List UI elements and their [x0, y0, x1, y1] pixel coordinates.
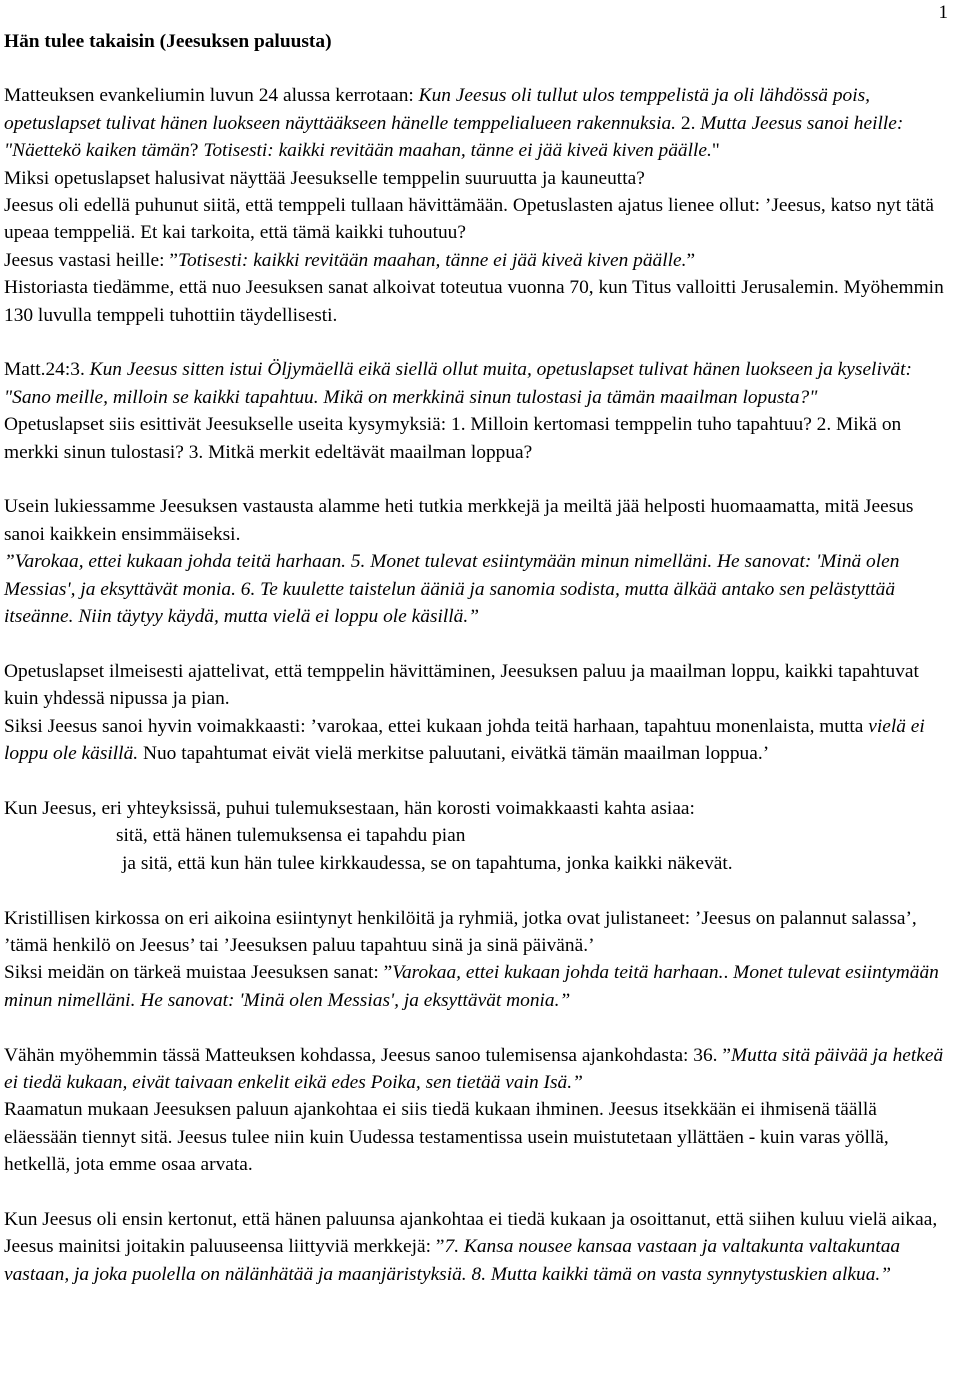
text: 2. — [676, 112, 701, 134]
page-number: 1 — [938, 2, 948, 23]
paragraph — [4, 247, 954, 274]
document-paragraphs — [4, 82, 954, 1288]
paragraph — [4, 192, 954, 247]
text: Matt.24:3. — [4, 359, 90, 381]
paragraph — [4, 795, 954, 822]
text: sitä, että hänen tulemuksensa ei tapahdu pian — [116, 825, 466, 847]
text: Usein lukiessamme Jeesuksen vastausta alamme heti tutkia merkkejä ja meiltä jää helposti huomaamatta, mitä Jeesus sanoi kaikkein ensimmäiseksi. — [4, 496, 914, 545]
italic-text: 7. Kansa nousee kansaa vastaan ja valtakunta valtakuntaa vastaan, ja joka puolella on nälänhätää ja maanjäristyksiä. 8. Mutta kaikki tämä on vasta synnytystuskien alkua.” — [4, 1236, 901, 1285]
text: " — [711, 140, 720, 162]
paragraph — [4, 905, 954, 960]
text: Vähän myöhemmin tässä Matteuksen kohdassa, Jeesus sanoo tulemisensa ajankohdasta: 36. ” — [4, 1044, 731, 1066]
document-title: Hän tulee takaisin (Jeesuksen paluusta) — [4, 31, 332, 52]
text: Historiasta tiedämme, että nuo Jeesuksen sanat alkoivat toteutua vuonna 70, kun Titus valloitti Jerusalemin. Myöhemmin 130 luvulla temppeli tuhottiin täydellisesti. — [4, 277, 944, 326]
paragraph — [4, 82, 954, 164]
text: ? — [189, 140, 204, 162]
document-body — [4, 28, 954, 1288]
paragraph-spacer — [4, 768, 954, 795]
italic-text: Kun Jeesus sitten istui Öljymäellä eikä siellä ollut muita, opetuslapset tulivat hänen luokseen ja kyselivät: "Sano meille, milloin se kaikki tapahtuu. Mikä on merkkinä sinun tulostasi ja tämän maailman lopusta?" — [4, 359, 912, 408]
paragraph — [4, 411, 954, 466]
text: Kun Jeesus oli ensin kertonut, että hänen paluunsa ajankohtaa ei tiedä kukaan ja osoittanut, että siihen kuluu vielä aikaa, Jeesus mainitsi joitakin paluuseensa liittyviä merkkejä: ” — [4, 1208, 938, 1258]
text: Kun Jeesus, eri yhteyksissä, puhui tulemuksestaan, hän korosti voimakkaasti kahta asiaa: — [4, 797, 695, 819]
paragraph — [4, 356, 954, 411]
paragraph — [4, 658, 954, 713]
paragraph — [4, 1042, 954, 1097]
text: Raamatun mukaan Jeesuksen paluun ajankohtaa ei siis tiedä kukaan ihminen. Jeesus itsekkään ei ihmisenä täällä eläessään tiennyt sitä. Jeesus tulee niin kuin Uudessa testamentissa usein muistutetaan yllättäen - kuin varas yöllä, hetkellä, jota emme osaa arvata. — [4, 1099, 889, 1176]
italic-text: Varokaa, ettei kukaan johda teitä harhaan. — [392, 962, 724, 984]
paragraph — [4, 850, 954, 877]
italic-text: Totisesti: kaikki revitään maahan, tänne ei jää kiveä kiven päälle. — [203, 140, 712, 162]
paragraph — [4, 1096, 954, 1178]
paragraph — [4, 822, 954, 849]
text: Jeesus oli edellä puhunut siitä, että temppeli tullaan hävittämään. Opetuslasten ajatus lienee ollut: ’Jeesus, katso nyt tätä upeaa temppeliä. Et kai tarkoita, että tämä kaikki tuhoutuu? — [4, 195, 934, 244]
text: ja sitä, että kun hän tulee kirkkaudessa, se on tapahtuma, jonka kaikki näkevät. — [122, 852, 733, 874]
paragraph — [4, 274, 954, 329]
paragraph — [4, 493, 954, 548]
text: Jeesus vastasi heille: ” — [4, 249, 178, 271]
text: Kristillisen kirkossa on eri aikoina esiintynyt henkilöitä ja ryhmiä, jotka ovat julistaneet: ’Jeesus on palannut salassa’, ’tämä henkilö on Jeesus’ tai ’Jeesuksen paluu tapahtuu sinä ja sinä päivänä.’ — [4, 907, 917, 956]
italic-text: ”Varokaa, ettei kukaan johda teitä harhaan. 5. Monet tulevat esiintymään minun nimelläni. He sanovat: 'Minä olen Messias', ja eksyttävät monia. 6. Te kuulette taistelun ääniä ja sanomia sodista, mutta älkää antako sen pelästyttää itseänne. Niin täytyy käydä, mutta vielä ei loppu ole käsillä.” — [4, 551, 900, 628]
paragraph — [4, 1206, 954, 1288]
italic-text: vielä ei loppu ole käsillä. — [4, 715, 925, 765]
italic-text: Monet tulevat esiintymään minun nimelläni. He sanovat: 'Minä olen Messias', ja eksyttävät monia.” — [4, 962, 939, 1011]
text: Nuo tapahtumat eivät vielä merkitse paluutani, eivätkä tämän maailman loppua.’ — [138, 743, 770, 765]
italic-text: Totisesti: kaikki revitään maahan, tänne ei jää kiveä kiven päälle. — [177, 249, 687, 271]
paragraph-spacer — [4, 1179, 954, 1206]
text: Opetuslapset siis esittivät Jeesukselle useita kysymyksiä: 1. Milloin kertomasi temppelin tuho tapahtuu? 2. Mikä on merkki sinun tulostasi? 3. Mitkä merkit edeltävät maailman loppua? — [4, 414, 902, 463]
text: Miksi opetuslapset halusivat näyttää Jeesukselle temppelin suuruutta ja kauneutta? — [4, 167, 645, 189]
text: Siksi meidän on tärkeä muistaa Jeesuksen sanat: ” — [4, 962, 393, 984]
paragraph — [4, 959, 954, 1014]
text: Opetuslapset ilmeisesti ajattelivat, että temppelin hävittäminen, Jeesuksen paluu ja maailman loppu, kaikki tapahtuvat kuin yhdessä nipussa ja pian. — [4, 660, 919, 710]
paragraph-spacer — [4, 329, 954, 356]
text: . — [723, 962, 734, 984]
text: Matteuksen evankeliumin luvun 24 alussa kerrotaan: — [4, 85, 419, 107]
paragraph — [4, 713, 954, 768]
italic-text: Mutta Jeesus sanoi heille: "Näettekö kaiken tämän — [4, 112, 904, 162]
paragraph-spacer — [4, 466, 954, 493]
paragraph — [4, 165, 954, 192]
italic-text: Kun Jeesus oli tullut ulos temppelistä ja oli lähdössä pois, opetuslapset tulivat hänen luokseen näyttääkseen hänelle temppelialueen rakennuksia. — [4, 85, 871, 134]
text: Siksi Jeesus sanoi hyvin voimakkaasti: ’varokaa, ettei kukaan johda teitä harhaan, tapahtuu monenlaista, mutta — [4, 715, 869, 737]
paragraph-spacer — [4, 877, 954, 904]
paragraph-spacer — [4, 631, 954, 658]
italic-text: Mutta sitä päivää ja hetkeä ei tiedä kukaan, eivät taivaan enkelit eikä edes Poika, sen tietää vain Isä.” — [4, 1044, 944, 1093]
paragraph-spacer — [4, 1014, 954, 1041]
text: ” — [686, 249, 696, 271]
paragraph — [4, 548, 954, 630]
